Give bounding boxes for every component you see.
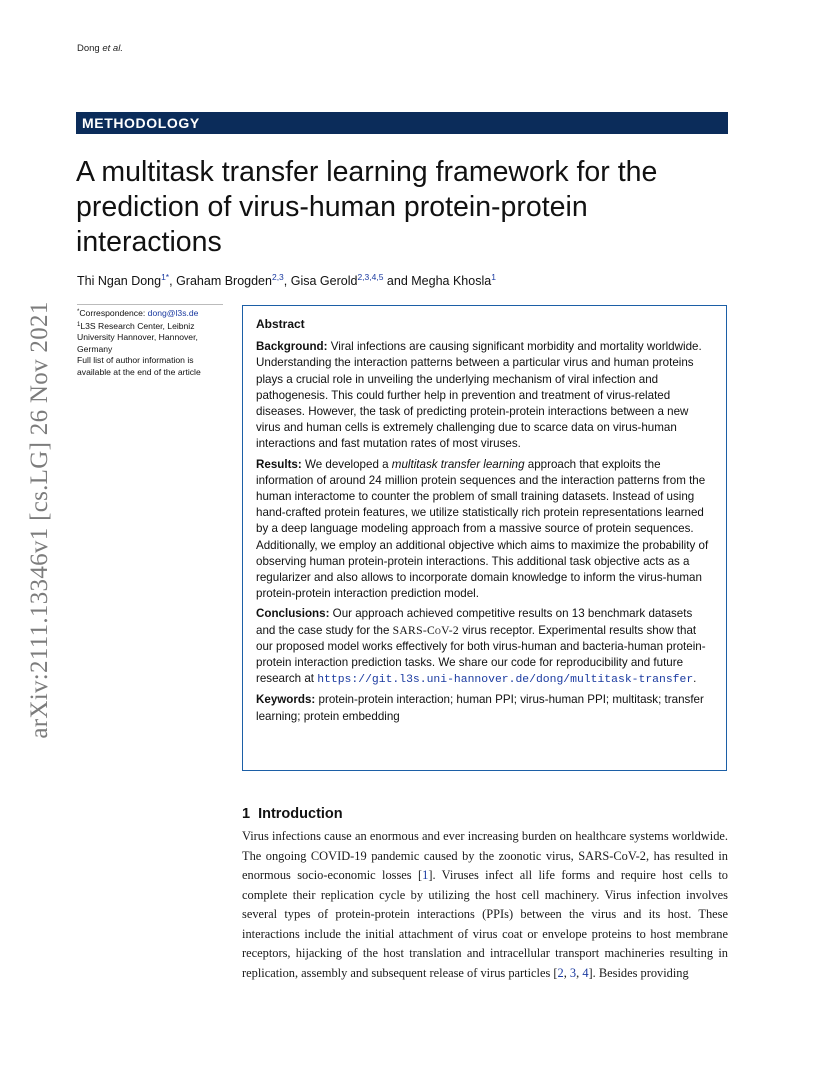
correspondence-line [77,307,227,320]
paper-title: A multitask transfer learning framework for the prediction of virus-human protein-protein interactions [76,156,658,258]
abstract-keywords [256,692,712,724]
citation-separator: , [563,965,570,980]
author-list [77,272,496,288]
author-name: Thi Ngan Dong [77,274,162,288]
abstract-background [256,339,712,452]
background-text: Viral infections are causing significant morbidity and mortality worldwide. Understanding the interaction patterns between a particular virus and human proteins plays a crucial role in unveiling the underlying mechanism of viral infection and pathogenesis. This could further help in prevention and treatment of virus-related diseases. However, the task of predicting protein-protein interactions between a new virus and human cells is extremely challenging due to scarce data on virus-human interactions and fast mutation rates of most viruses. [256,340,702,451]
intro-text: ]. Viruses infect all life forms and require host cells to complete their replication cycle by utilizing the host cell machinery. Virus infection involves several types of protein-protein interactions (PPIs) between the virus and its host. These interactions include the initial attachment of virus coat or envelope proteins to host membrane receptors, hijacking of the host translation and intracellular transport machineries resulting in replication, assembly and subsequent release of virus particles [ [242,868,728,980]
running-head-etal: et al. [102,43,123,54]
conclusions-end: . [693,672,697,686]
category-label: METHODOLOGY [82,115,200,131]
conclusions-text-pre: Our approach achieved competitive results on 13 benchmark datasets and the case study for the [256,607,693,637]
running-head [77,43,123,54]
keywords-text: protein-protein interaction; human PPI; virus-human PPI; multitask; transfer learning; protein embedding [256,693,704,723]
correspondence-mark: * [77,309,80,315]
affiliation-mark: 1 [77,321,81,328]
citation-link[interactable]: 1 [422,868,429,882]
author-affiliation-mark[interactable]: 1 [491,272,496,282]
abstract-conclusions [256,606,712,688]
section-number: 1 [242,806,251,822]
sidebar-divider [77,304,223,305]
running-head-author: Dong [77,43,100,54]
category-banner [76,112,728,134]
results-emphasis: multitask transfer learning [391,457,525,471]
affiliation-line [77,320,227,356]
results-text-pre: We developed a [304,457,392,471]
correspondence-label: Correspondence: [79,308,148,318]
virus-name: SARS-CoV-2 [392,623,459,637]
author-affiliation-mark[interactable]: 2,3,4,5 [357,272,384,282]
introduction-paragraph [242,827,728,983]
abstract-box [242,305,727,771]
author-affiliation-mark[interactable]: 1* [161,272,170,282]
arxiv-identifier[interactable]: arXiv:2111.13346v1 [cs.LG] 26 Nov 2021 [26,301,53,739]
conclusions-label: Conclusions: [256,607,330,621]
keywords-label: Keywords: [256,693,316,707]
author-affiliation-mark[interactable]: 2,3 [271,272,284,282]
author-separator: , [283,274,291,288]
author-name: Gisa Gerold [290,274,358,288]
background-label: Background: [256,340,328,354]
author-separator: and [383,274,412,288]
section-title: Introduction [258,806,343,822]
citation-link[interactable]: 3 [569,965,577,980]
citation-separator: , [576,965,583,980]
intro-text: ]. Besides providing [588,965,689,980]
citation-link[interactable]: 2 [557,965,564,980]
author-name: Megha Khosla [411,274,492,288]
author-info-note: Full list of author information is available at the end of the article [77,355,201,377]
code-repository-link[interactable]: https://git.l3s.uni-hannover.de/dong/multitask-transfer [317,674,694,687]
author-info-sidebar [77,307,227,378]
results-label: Results: [256,457,302,471]
correspondence-email-link[interactable]: dong@l3s.de [147,308,199,318]
abstract-results [256,457,712,603]
intro-text: Virus infections cause an enormous and ever increasing burden on healthcare systems worldwide. The ongoing COVID-19 pandemic caused by the zoonotic virus, SARS-CoV-2, has resulted in enormous socio-economic losses [ [242,829,728,882]
author-separator: , [169,274,177,288]
results-text-post: approach that exploits the information of around 24 million protein sequences and the interaction patterns from the human interactome to counter the problem of small training datasets. Instead of using hand-crafted protein features, we utilize statistically rich protein representations learned by a deep language modeling approach from a massive source of protein sequences. Additionally, we employ an additional objective which aims to maximize the probability of observing human protein-protein interactions. This additional task objective acts as a regularizer and also allows to incorporate domain knowledge to inform the virus-human protein-protein interaction prediction model. [256,457,709,601]
section-heading-introduction [242,806,343,822]
conclusions-text-post: virus receptor. Experimental results show that our proposed model works effectively for both virus-human and bacteria-human protein-protein interaction prediction tasks. We share our code for reproducibility and future research at [256,623,706,686]
abstract-heading: Abstract [256,317,305,331]
affiliation-text: L3S Research Center, Leibniz University Hannover, Hannover, Germany [77,320,198,354]
citation-link[interactable]: 4 [582,965,589,980]
author-name: Graham Brogden [176,274,272,288]
